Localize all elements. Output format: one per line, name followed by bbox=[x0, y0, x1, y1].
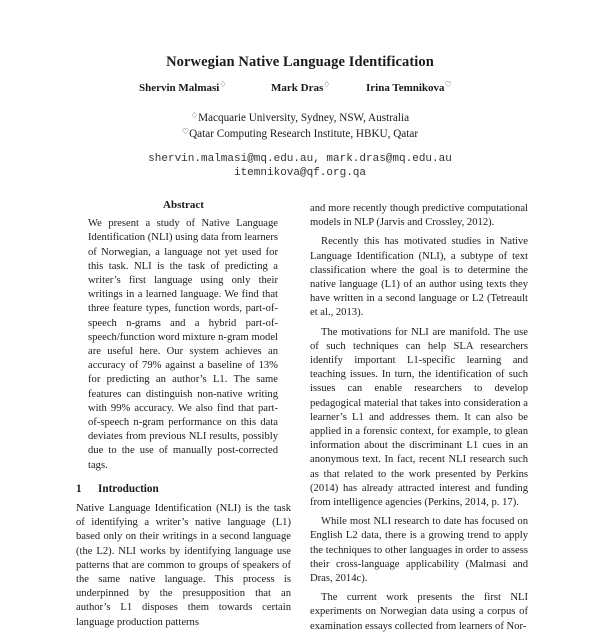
affiliation-text: Qatar Computing Research Institute, HBKU, Qatar bbox=[189, 128, 419, 140]
left-column bbox=[76, 198, 291, 630]
affiliation-block bbox=[0, 109, 600, 141]
intro-paragraph: Native Language Identification (NLI) is the task of identifying a writer’s native language (L1) based only on their writings in a second language (the L2). NLI works by identifying language use patterns that are common to groups of speakers of the same native language. This process is underpinned by the presupposition that an author’s L1 disposes them towards certain language production patterns bbox=[76, 503, 291, 628]
body-paragraph: The motivations for NLI are manifold. The use of such techniques can help SLA researchers identify important L1-specific learning and teaching issues. In turn, the identification of such issues can enable researchers to develop pedagogical material that takes into consideration a learner’s L1 and addresses them. It can also be applied in a forensic context, for example, to glean information about the discriminant L1 cues in an anonymous text. In fact, recent NLI research such as that related to the work presented by Perkins (2014) has already attracted interest and funding from intelligence agencies (Perkins, 2014, p. 17). bbox=[310, 326, 528, 509]
affiliation-mark: ♡ bbox=[444, 80, 452, 89]
email-block bbox=[0, 152, 600, 180]
right-column bbox=[310, 202, 528, 634]
author-temnikova bbox=[366, 80, 452, 94]
body-paragraph: While most NLI research to date has focused on English L2 data, there is a growing trend to apply the techniques to other languages in order to assess their cross-language applicability (Malmasi and Dras, 2014c). bbox=[310, 516, 528, 585]
section-heading-introduction bbox=[76, 482, 291, 496]
affiliation-text: Macquarie University, Sydney, NSW, Australia bbox=[198, 112, 410, 124]
affiliation-mark: ♢ bbox=[219, 80, 227, 89]
body-paragraph: The current work presents the first NLI experiments on Norwegian data using a corpus of examination essays collected from learners of Nor- bbox=[310, 592, 528, 632]
email-line: shervin.malmasi@mq.edu.au, mark.dras@mq.edu.au bbox=[148, 153, 452, 165]
author-dras bbox=[271, 80, 330, 94]
affiliation-macquarie bbox=[0, 109, 600, 125]
section-number: 1 bbox=[76, 482, 82, 495]
body-paragraph: Recently this has motivated studies in Native Language Identification (NLI), a subtype of text classification where the goal is to determine the native language (L1) of an author using texts they have written in a second language or L2 (Tetreault et al., 2013). bbox=[310, 236, 528, 319]
abstract-body bbox=[88, 217, 278, 473]
affiliation-qcri bbox=[0, 125, 600, 141]
author-name: Shervin Malmasi bbox=[139, 82, 220, 94]
section-title: Introduction bbox=[98, 482, 159, 495]
body-paragraph-continued: and more recently though predictive computational models in NLP (Jarvis and Crossley, 2012). bbox=[310, 203, 528, 229]
author-name: Mark Dras bbox=[271, 82, 324, 94]
affiliation-mark: ♢ bbox=[323, 80, 331, 89]
abstract-heading: Abstract bbox=[163, 199, 204, 211]
author-malmasi bbox=[139, 80, 227, 94]
affiliation-mark: ♡ bbox=[181, 127, 190, 136]
paper-title: Norwegian Native Language Identification bbox=[166, 54, 434, 70]
abstract-text: We present a study of Native Language Identification (NLI) using data from learners of Norwegian, a language not yet used for this task. NLI is the task of predicting a writer’s first language using only their writings in a learned language. We find that three feature types, function words, part-of-speech n-grams and a hybrid part-of-speech/function word mixture n-gram model are useful here. Our system achieves an accuracy of 79% against a baseline of 13% for predicting an author’s L1. The same features can distinguish non-native writing with 99% accuracy. We also find that part-of-speech n-gram performance on this data deviates from previous NLI results, possibly due to the use of manually post-corrected tags. bbox=[88, 218, 278, 471]
email-line: itemnikova@qf.org.qa bbox=[233, 167, 367, 179]
affiliation-mark: ♢ bbox=[190, 111, 199, 120]
author-name: Irina Temnikova bbox=[366, 82, 445, 94]
